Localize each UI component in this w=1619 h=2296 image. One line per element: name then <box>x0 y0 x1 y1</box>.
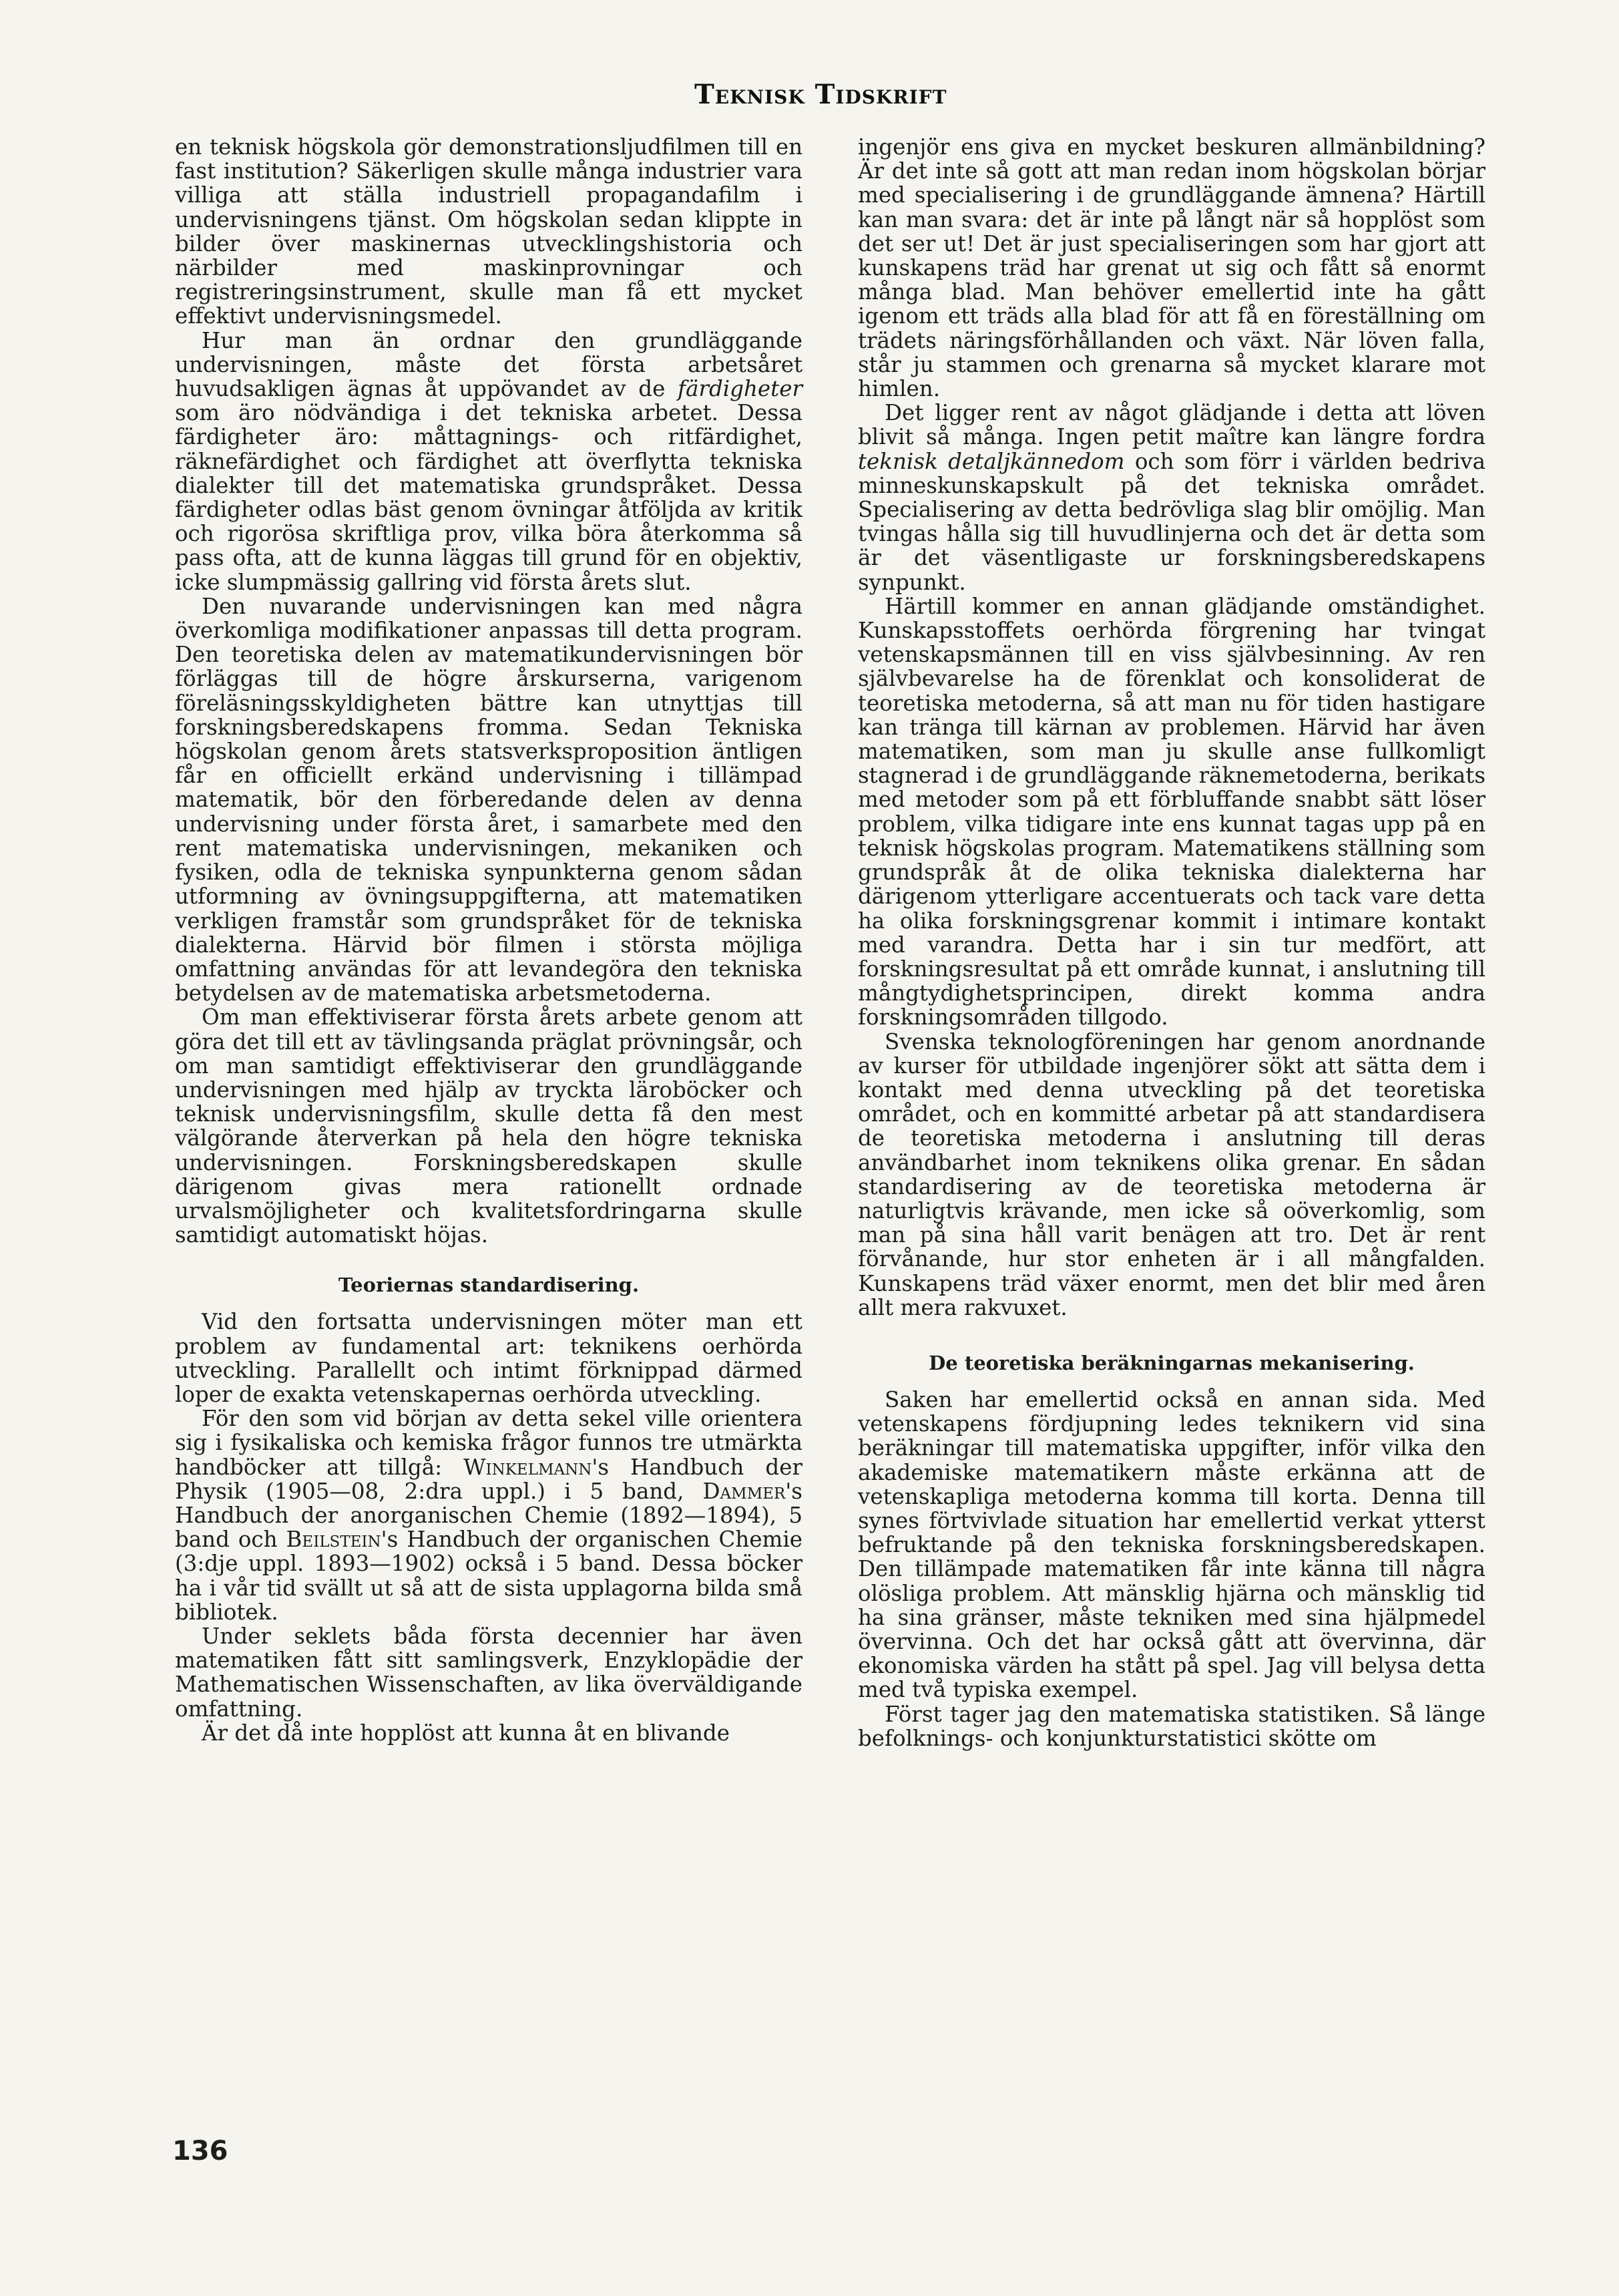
author-name: Winkelmann <box>463 1454 592 1480</box>
right-column <box>858 135 1485 1750</box>
paragraph: Är det då inte hopplöst att kunna åt en blivande <box>202 1720 730 1746</box>
running-header: Teknisk Tidskrift <box>694 79 947 110</box>
left-column <box>175 135 802 1745</box>
paragraph: Härtill kommer en annan glädjande omständighet. Kunskapsstoffets oerhörda förgrening har tvingat vetenskapsmännen till en viss självbesinning. Av ren självbevarelse ha de förenklat och konsoliderat de teoretiska metoderna, så att man nu för tiden hastigare kan tränga till kärnan av problemen. Härvid har även matematiken, som man ju skulle anse fullkomligt stagnerad i de grundläggande räknemetoderna, berikats med metoder som på ett förbluffande snabbt sätt löser problem, vilka tidigare inte ens kunnat tagas upp på en teknisk högskolas program. Matematikens ställning som grundspråk åt de olika tekniska dialekterna har därigenom ytterligare accentuerats och tack vare detta ha olika forskningsgrenar kommit i intimare kontakt med varandra. Detta har i sin tur medfört, att forskningsresultat på ett område kunnat, i anslutning till mångtydighetsprincipen, direkt komma andra forskningsområden tillgodo. <box>858 593 1485 1030</box>
author-name: Dammer <box>702 1478 786 1504</box>
paragraph: För den som vid början av detta sekel ville orientera sig i fysikaliska och kemiska frågor funnos tre utmärkta handböcker att tillgå: Winkelmann's Handbuch der Physik (1905—08, 2:dra uppl.) i 5 band, Dammer's Handbuch der anorganischen Chemie (1892—1894), 5 band och Beilstein's Handbuch der organischen Chemie (3:dje uppl. 1893—1902) också i 5 band. Dessa böcker ha i vår tid svällt ut så att de sista upplagorna bilda små bibliotek. <box>175 1406 803 1625</box>
paragraph: Om man effektiviserar första årets arbete genom att göra det till ett av tävlingsanda präglat prövningsår, och om man samtidigt effektiviserar den grundläggande undervisningen med hjälp av tryckta läroböcker och teknisk undervisningsfilm, skulle detta få den mest välgörande återverkan på hela den högre tekniska undervisningen. Forskningsberedskapen skulle därigenom givas mera rationellt ordnade urvalsmöjligheter och kvalitetsfordringarna skulle samtidigt automatiskt höjas. <box>175 1004 802 1248</box>
paragraph: Hur man än ordnar den grundläggande undervisningen, måste det första arbetsåret huvudsakligen ägnas åt uppövandet av de färdigheter som äro nödvändiga i det tekniska arbetet. Dessa färdigheter äro: måttagnings- och ritfärdighet, räknefärdighet och färdighet att överflytta tekniska dialekter till det matematiska grundspråket. Dessa färdigheter odlas bäst genom övningar åtföljda av kritik och rigorösa skriftliga prov, vilka böra återkomma så pass ofta, att de kunna läggas till grund för en objektiv, icke slumpmässig gallring vid första årets slut. <box>175 327 802 595</box>
paragraph: Svenska teknologföreningen har genom anordnande av kurser för utbildade ingenjörer sökt att sätta dem i kontakt med denna utveckling på det teoretiska området, och en kommitté arbetar på att standardisera de teoretiska metoderna i anslutning till deras användbarhet inom teknikens olika grenar. En sådan standardisering av de teoretiska metoderna är naturligtvis krävande, men icke så oöverkomlig, som man på sina håll varit benägen att tro. Det är rent förvånande, hur stor enheten är i all mångfalden. Kunskapens träd växer enormt, men det blir med åren allt mera rakvuxet. <box>858 1028 1485 1320</box>
paragraph: ingenjör ens giva en mycket beskuren allmänbildning? Är det inte så gott att man redan inom högskolan börjar med specialisering i de grundläggande ämnena? Härtill kan man svara: det är inte på långt när så hopplöst som det ser ut! Det är just specialiseringen som har gjort att kunskapens träd har grenat ut sig och fått så enormt många blad. Man behöver emellertid inte ha gått igenom ett träds alla blad för att få en föreställning om trädets näringsförhållanden och växt. När löven falla, står ju stammen och grenarna så mycket klarare mot himlen. <box>858 134 1485 402</box>
emphasis: teknisk detaljkännedom <box>858 448 1125 474</box>
section-heading: De teoretiska beräkningarnas mekanisering. <box>929 1351 1415 1374</box>
emphasis: färdigheter <box>678 376 802 402</box>
author-name: Beilstein <box>286 1527 381 1553</box>
paragraph: Det ligger rent av något glädjande i detta att löven blivit så många. Ingen petit maître kan längre fordra teknisk detaljkännedom och som förr i världen bedriva minneskunskapskult på det tekniska området. Specialisering av detta bedrövliga slag blir omöjlig. Man tvingas hålla sig till huvudlinjerna och det är detta som är det väsentligaste ur forskningsberedskapens synpunkt. <box>858 400 1485 595</box>
paragraph: Vid den fortsatta undervisningen möter man ett problem av fundamental art: teknikens oerhörda utveckling. Parallellt och intimt förknippad därmed loper de exakta vetenskapernas oerhörda utveckling. <box>175 1309 802 1407</box>
paragraph: Först tager jag den matematiska statistiken. Så länge befolknings- och konjunkturstatistici skötte om <box>858 1701 1485 1751</box>
page-number: 136 <box>172 2136 228 2166</box>
section-heading: Teoriernas standardisering. <box>338 1274 640 1297</box>
paragraph: Under seklets båda första decennier har även matematiken fått sitt samlingsverk, Enzyklopädie der Mathematischen Wissenschaften, av lika överväldigande omfattning. <box>175 1623 802 1722</box>
paragraph: Saken har emellertid också en annan sida. Med vetenskapens fördjupning ledes teknikern vid sina beräkningar till matematiska uppgifter, inför vilka den akademiske matematikern måste erkänna att de vetenskapliga metoderna komma till korta. Denna till synes förtvivlade situation har emellertid verkat ytterst befruktande på den tekniska forskningsberedskapen. Den tillämpade matematiken får inte känna till några olösliga problem. Att mänsklig hjärna och mänsklig tid ha sina gränser, måste tekniken med sina hjälpmedel övervinna. Och det har också gått att övervinna, där ekonomiska värden ha stått på spel. Jag vill belysa detta med två typiska exempel. <box>858 1386 1485 1703</box>
paragraph: en teknisk högskola gör demonstrationsljudfilmen till en fast institution? Säkerligen skulle många industrier vara villiga att ställa industriell propagandafilm i undervisningens tjänst. Om högskolan sedan klippte in bilder över maskinernas utvecklingshistoria och närbilder med maskinprovningar och registreringsinstrument, skulle man få ett mycket effektivt undervisningsmedel. <box>175 134 802 329</box>
paragraph: Den nuvarande undervisningen kan med några överkomliga modifikationer anpassas till detta program. Den teoretiska delen av matematikundervisningen bör förläggas till de högre årskurserna, varigenom föreläsningsskyldigheten bättre kan utnyttjas till forskningsberedskapens fromma. Sedan Tekniska högskolan genom årets statsverksproposition äntligen får en officiellt erkänd undervisning i tillämpad matematik, bör den förberedande delen av denna undervisning under första året, i samarbete med den rent matematiska undervisningen, mekaniken och fysiken, odla de tekniska synpunkterna genom sådan utformning av övningsuppgifterna, att matematiken verkligen framstår som grundspråket för de tekniska dialekterna. Härvid bör filmen i största möjliga omfattning användas för att levandegöra den tekniska betydelsen av de matematiska arbetsmetoderna. <box>175 593 802 1006</box>
